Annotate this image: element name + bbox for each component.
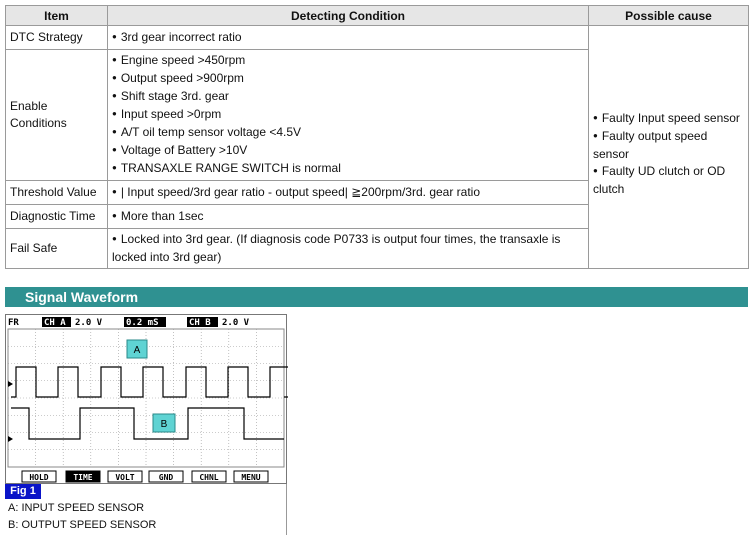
- ch-a-value: 2.0 V: [75, 318, 103, 328]
- cause-item: ● Faulty Input speed sensor: [593, 110, 744, 128]
- condition-item: ● TRANSAXLE RANGE SWITCH is normal: [112, 160, 584, 178]
- condition-item: ● More than 1sec: [112, 208, 584, 226]
- row-item-dtc-strategy: DTC Strategy: [6, 26, 108, 50]
- scope-button-label: TIME: [73, 473, 93, 482]
- row-item-enable-conditions: Enable Conditions: [6, 50, 108, 181]
- row-conditions-fail-safe: [108, 229, 589, 269]
- cause-item: ● Faulty UD clutch or OD clutch: [593, 163, 744, 198]
- header-item: Item: [6, 6, 108, 26]
- section-title: Signal Waveform: [25, 289, 139, 305]
- cause-item: ● Faulty output speed sensor: [593, 128, 744, 163]
- section-title-bar: [5, 287, 748, 307]
- ch-a-label: CH A: [44, 318, 66, 328]
- scope-svg: [6, 315, 288, 485]
- possible-cause-cell: [589, 26, 749, 269]
- legend-b: B: OUTPUT SPEED SENSOR: [8, 519, 157, 531]
- row-conditions-threshold: [108, 181, 589, 205]
- dtc-table: [5, 5, 749, 269]
- marker-a-label: A: [133, 345, 141, 356]
- ch-b-label: CH B: [189, 318, 211, 328]
- row-item-diagnostic-time: Diagnostic Time: [6, 205, 108, 229]
- header-cause: Possible cause: [589, 6, 749, 26]
- scope-button-label: VOLT: [115, 473, 135, 482]
- scope-button-label: GND: [158, 473, 174, 482]
- scope-mode: FR: [8, 318, 19, 328]
- oscilloscope-screen: [5, 314, 287, 484]
- row-item-threshold: Threshold Value: [6, 181, 108, 205]
- marker-b-label: B: [160, 419, 168, 430]
- scope-button-label: MENU: [241, 473, 261, 482]
- scope-button-label: HOLD: [29, 473, 49, 482]
- row-conditions-diagnostic-time: [108, 205, 589, 229]
- condition-item: ● | Input speed/3rd gear ratio - output speed| ≧200rpm/3rd. gear ratio: [112, 184, 584, 202]
- condition-item: ● Engine speed >450rpm: [112, 52, 584, 70]
- scope-button-label: CHNL: [199, 473, 219, 482]
- header-condition: Detecting Condition: [108, 6, 589, 26]
- figure-label: Fig 1: [5, 484, 41, 499]
- condition-item: ● A/T oil temp sensor voltage <4.5V: [112, 124, 584, 142]
- condition-item: ● Voltage of Battery >10V: [112, 142, 584, 160]
- legend-a: A: INPUT SPEED SENSOR: [8, 502, 145, 514]
- row-conditions-enable: [108, 50, 589, 181]
- row-conditions-dtc-strategy: [108, 26, 589, 50]
- row-item-fail-safe: Fail Safe: [6, 229, 108, 269]
- condition-item: ● 3rd gear incorrect ratio: [112, 29, 584, 47]
- time-value: 0.2 mS: [126, 318, 159, 328]
- ch-b-value: 2.0 V: [222, 318, 250, 328]
- condition-item: ● Locked into 3rd gear. (If diagnosis code P0733 is output four times, the transaxle is locked into 3rd gear): [112, 231, 584, 266]
- condition-item: ● Shift stage 3rd. gear: [112, 88, 584, 106]
- scope-button-bar: [22, 471, 268, 482]
- condition-item: ● Input speed >0rpm: [112, 106, 584, 124]
- condition-item: ● Output speed >900rpm: [112, 70, 584, 88]
